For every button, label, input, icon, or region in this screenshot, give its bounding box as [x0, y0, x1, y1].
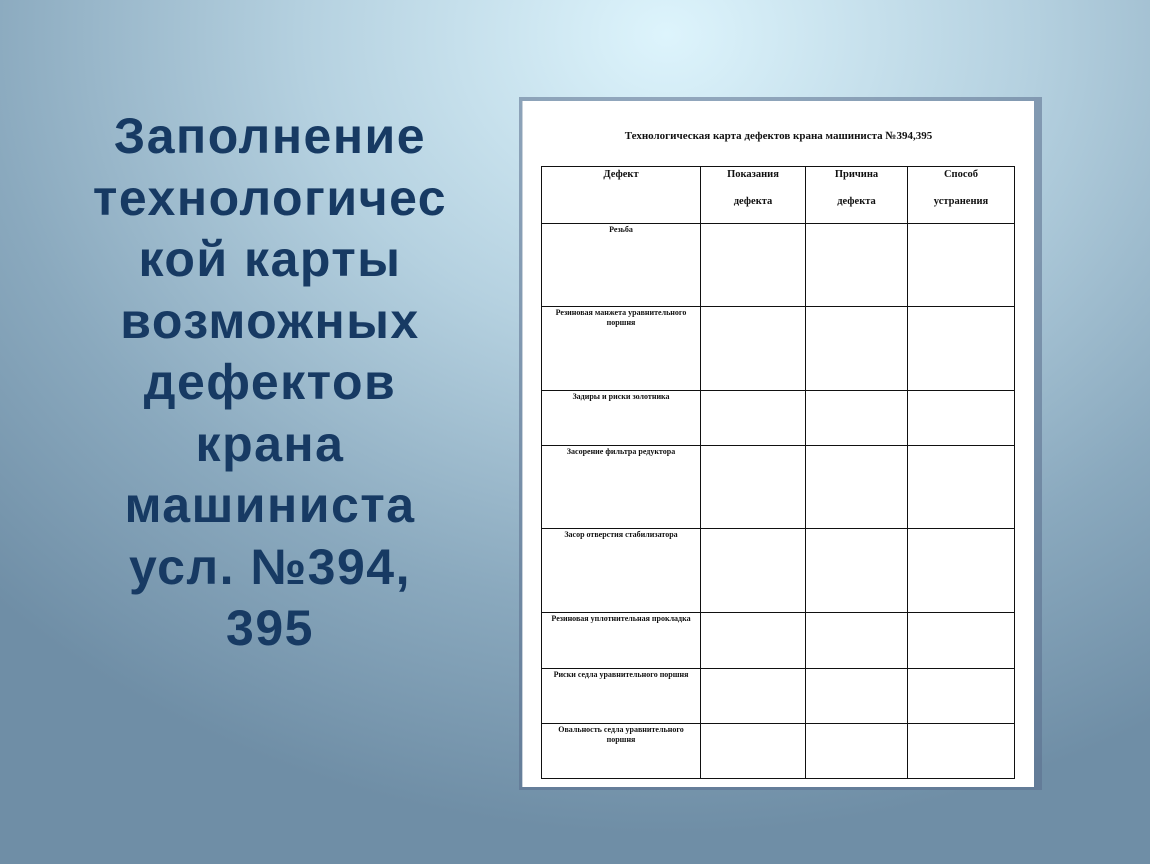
- empty-cell: [908, 669, 1015, 724]
- empty-cell: [806, 669, 908, 724]
- column-header-line: дефекта: [733, 196, 773, 207]
- empty-cell: [701, 669, 806, 724]
- title-line: усл. №394,: [129, 538, 411, 595]
- defect-name-cell: Овальность седла уравнительного поршня: [542, 724, 701, 779]
- column-header-line: устранения: [933, 196, 989, 207]
- title-line: Заполнение: [113, 108, 427, 164]
- table-row: [542, 224, 1015, 307]
- column-header-remedy: [908, 167, 1015, 224]
- table-row: [542, 529, 1015, 613]
- title-line: 395: [226, 600, 314, 656]
- empty-cell: [701, 613, 806, 669]
- document-page: [522, 101, 1034, 787]
- title-line: машиниста: [124, 477, 416, 533]
- defect-table: [541, 166, 1015, 779]
- defect-name-cell: Риски седла уравнительного поршня: [542, 669, 701, 724]
- table-row: [542, 446, 1015, 529]
- table-row: [542, 724, 1015, 779]
- table-header-row: [542, 167, 1015, 224]
- column-header-cause: [806, 167, 908, 224]
- table-row: [542, 307, 1015, 391]
- document-title: Технологическая карта дефектов крана машиниста №394,395: [624, 130, 933, 142]
- empty-cell: [806, 307, 908, 391]
- defect-name-cell: Резьба: [542, 224, 701, 307]
- column-header-line: Способ: [943, 169, 979, 180]
- column-header-defect: [542, 167, 701, 224]
- empty-cell: [908, 391, 1015, 446]
- title-line: технологичес: [92, 169, 448, 226]
- empty-cell: [806, 391, 908, 446]
- defect-name-cell: Задиры и риски золотника: [542, 391, 701, 446]
- empty-cell: [701, 224, 806, 307]
- empty-cell: [908, 446, 1015, 529]
- empty-cell: [806, 613, 908, 669]
- empty-cell: [701, 391, 806, 446]
- column-header-line: Дефект: [603, 169, 639, 180]
- empty-cell: [908, 724, 1015, 779]
- empty-cell: [806, 224, 908, 307]
- empty-cell: [908, 529, 1015, 613]
- empty-cell: [701, 724, 806, 779]
- column-header-line: Причина: [834, 169, 879, 180]
- table-row: [542, 669, 1015, 724]
- title-line: возможных: [120, 292, 420, 349]
- title-line: дефектов: [143, 354, 397, 410]
- defect-name-cell: Засор отверстия стабилизатора: [542, 529, 701, 613]
- title-line: крана: [195, 415, 345, 472]
- empty-cell: [806, 446, 908, 529]
- column-header-line: дефекта: [837, 196, 876, 207]
- slide-title: [40, 106, 500, 660]
- empty-cell: [908, 307, 1015, 391]
- table-row: [542, 613, 1015, 669]
- empty-cell: [701, 446, 806, 529]
- empty-cell: [908, 224, 1015, 307]
- empty-cell: [908, 613, 1015, 669]
- column-header-line: Показания: [727, 169, 779, 180]
- defect-name-cell: Резиновая уплотнительная прокладка: [542, 613, 701, 669]
- empty-cell: [701, 307, 806, 391]
- defect-name-cell: Засорение фильтра редуктора: [542, 446, 701, 529]
- empty-cell: [806, 529, 908, 613]
- empty-cell: [701, 529, 806, 613]
- table-row: [542, 391, 1015, 446]
- defect-name-cell: Резиновая манжета уравнительного поршня: [542, 307, 701, 391]
- column-header-indications: [701, 167, 806, 224]
- title-line: кой карты: [138, 231, 402, 287]
- empty-cell: [806, 724, 908, 779]
